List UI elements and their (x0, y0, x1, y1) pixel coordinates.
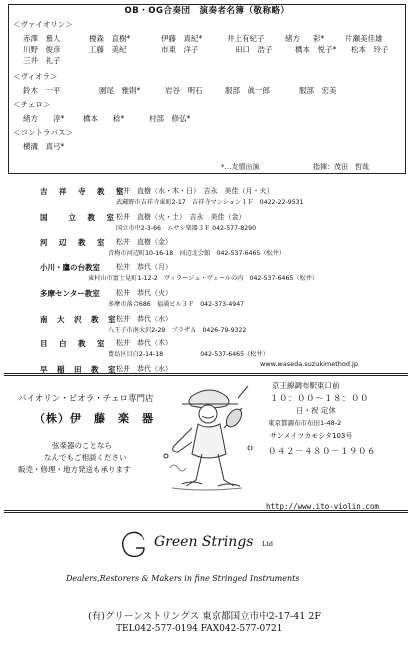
classroom-address: 国立市中2-3-66 ムサシ楽器３Ｆ 042-577-8290 (116, 225, 257, 232)
shop-building: サンメイツカモシタ103号 (270, 432, 353, 440)
ito-gakki-ad (4, 373, 408, 513)
classroom-name: 国 立 教 室 (40, 213, 116, 222)
shop-holiday: 日・祝 定休 (296, 406, 336, 415)
member-name: 服部 眞一郎 (225, 86, 270, 95)
classroom-name: 吉 祥 寺 教 室 (40, 187, 126, 196)
shop-note-line: なんでもご相談ください (44, 453, 127, 462)
ito-divider (250, 376, 251, 510)
classroom-address: 多摩市落合686 福満ビル３Ｆ 042-373-4947 (108, 301, 245, 308)
member-name: 緒方 (285, 34, 300, 43)
member-name: 村部 修弘* (149, 114, 191, 123)
member-name: 井上有紀子 (227, 34, 265, 43)
classroom-teachers: 松井 恭代（木） (116, 339, 172, 347)
member-name: 赤澤 慕人 (23, 34, 61, 43)
classroom-teachers: 松井 直樹（水・木・日） 吉永 美佳（月・火） (116, 187, 274, 195)
member-name: 市東 洋子 (161, 45, 199, 54)
shop-url: http://www.ito-violin.com (266, 502, 379, 511)
member-name: 榎森 直樹* (89, 34, 131, 43)
classroom-list (20, 178, 400, 374)
member-name: 松本 玲子 (351, 45, 389, 54)
classroom-teachers: 松井 恭代（水） (116, 365, 172, 373)
roster-title: OB・OG合奏団 演奏者名簿（敬称略） (124, 6, 290, 16)
classroom-name: 目 白 教 室 (40, 339, 107, 348)
green-strings-address: (有)グリーンストリングス 東京都国立市中2-17-41 2F (88, 611, 321, 622)
member-name: 彩* (313, 34, 325, 43)
member-name: 緒方 淳* (23, 114, 65, 123)
shop-hours: １０：００～１８：００ (270, 394, 370, 404)
classroom-name: 河 辺 教 室 (40, 238, 107, 247)
member-name: 鈴木 一平 (23, 86, 61, 95)
classroom-address: 豊島区目白2-14-18 042-537-6465（松井） (108, 351, 269, 358)
classes-url: www.waseda.suzukimethod.jp (260, 360, 358, 368)
guest-footnote: *…友情出演 (221, 163, 260, 171)
violin-heading: ＜ヴァイオリン＞ (13, 20, 73, 29)
member-name: 川野 俊彦 (23, 45, 61, 54)
conductor: 指揮：茂田 哲哉 (313, 163, 369, 171)
member-name: 片瀬美佳雄 (345, 34, 383, 43)
shop-note-line: 弦楽器のことなら (52, 441, 112, 450)
viola-heading: ＜ヴィオラ＞ (13, 72, 58, 81)
green-strings-ad (4, 518, 408, 648)
member-name: 工藤 美紀 (89, 45, 127, 54)
member-name: 橋本 悦子* (295, 45, 337, 54)
classroom-teachers: 松井 恭代（月） (116, 263, 172, 271)
shop-station: 京王線調布駅東口前 (272, 381, 340, 390)
green-strings-phone: TEL042-577-0194 FAX042-577-0721 (116, 624, 283, 634)
classroom-address: 東村山市富士見町1-12-2 ヴィラージュ・ヴェールの内 042-537-6465（松井） (88, 275, 319, 282)
classroom-address: 青梅市河辺町10-16-18 河辺北会館 042-537-6465（松井） (108, 250, 286, 257)
member-name: 岩谷 明石 (165, 86, 203, 95)
classroom-teachers: 松井 恭代（水） (116, 315, 172, 323)
green-strings-logo: Green Strings (154, 534, 254, 550)
classroom-name: 早 稲 田 教 室 (40, 365, 117, 374)
classroom-name: 小川・鷹の台教室 (40, 263, 100, 272)
member-name: 橋本 稔* (83, 114, 125, 123)
member-name: 園尾 雅則* (99, 86, 141, 95)
green-strings-logo-icon (116, 528, 150, 562)
roster-box (8, 4, 406, 174)
member-name: 服部 宏美 (299, 86, 337, 95)
member-name: 田口 浩子 (235, 45, 273, 54)
classroom-teachers: 松井 直樹（金） (116, 238, 172, 246)
bass-heading: ＜コントラバス＞ (13, 128, 73, 137)
shop-address: 東京都調布市布田1-48-2 (268, 419, 342, 427)
classroom-teachers: 松井 直樹（火・土） 吉永 美佳（金） (116, 213, 246, 221)
member-name: 三井 礼子 (23, 56, 61, 65)
green-strings-logo-suffix: Ltd (262, 540, 274, 548)
cello-heading: ＜チェロ＞ (13, 100, 51, 109)
classroom-address: 八王子市南大沢2-29 プラザＡ 0426-79-9322 (108, 327, 247, 334)
shop-type: バイオリン・ビオラ・チェロ専門店 (18, 394, 154, 404)
member-name: 横溝 真弓* (23, 142, 65, 151)
violinist-illustration-icon (152, 378, 262, 494)
classroom-name: 南 大 沢 教 室 (40, 315, 117, 324)
shop-note-line: 販売・修理・地方発送も承ります (18, 465, 131, 474)
classroom-name: 多摩センター教室 (40, 289, 100, 298)
classroom-address: 武蔵野市吉祥寺東町2-17 吉祥寺マンション１Ｆ 0422-22-9531 (116, 199, 304, 206)
green-strings-tagline: Dealers,Restorers & Makers in fine Stringed Instruments (66, 574, 300, 583)
shop-phone: ０４２－４８０－１９０６ (268, 447, 377, 457)
member-name: 伊藤 真紀* (161, 34, 203, 43)
shop-name: （株）伊 藤 楽 器 (34, 412, 154, 425)
classroom-teachers: 松井 恭代（火） (116, 289, 172, 297)
